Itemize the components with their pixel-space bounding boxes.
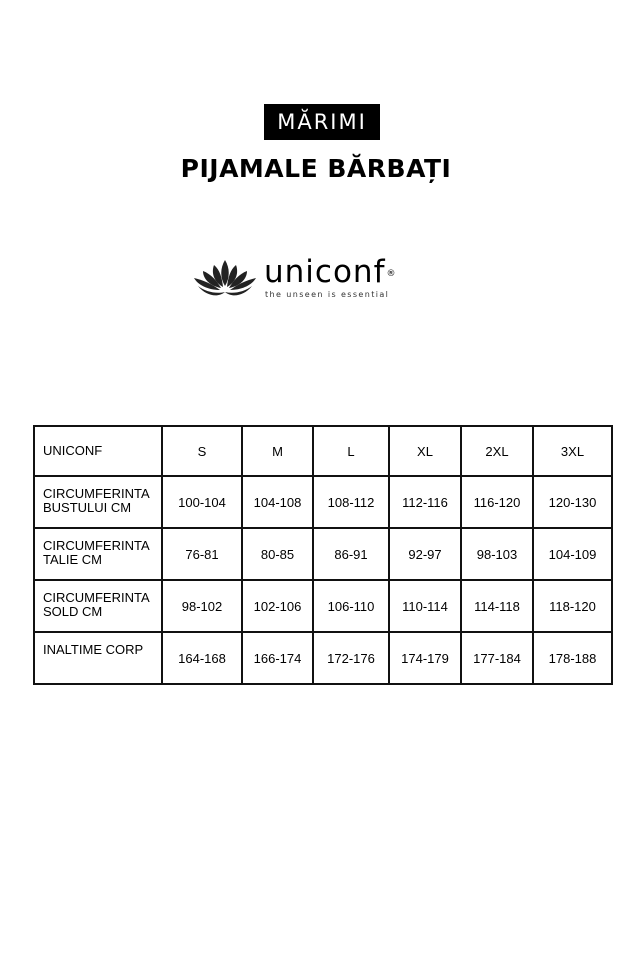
row-label: INALTIME CORP xyxy=(34,632,162,684)
header-cell: 3XL xyxy=(533,426,612,476)
table-cell: 120-130 xyxy=(533,476,612,528)
header-cell: S xyxy=(162,426,242,476)
table-cell: 164-168 xyxy=(162,632,242,684)
table-cell: 102-106 xyxy=(242,580,313,632)
row-label: CIRCUMFERINTA SOLD CM xyxy=(34,580,162,632)
table-cell: 100-104 xyxy=(162,476,242,528)
table-row xyxy=(34,580,612,632)
registered-mark: ® xyxy=(386,269,397,279)
table-cell: 86-91 xyxy=(313,528,389,580)
table-cell: 178-188 xyxy=(533,632,612,684)
table-cell: 92-97 xyxy=(389,528,461,580)
table-cell: 116-120 xyxy=(461,476,533,528)
lotus-icon xyxy=(192,256,258,300)
page-title: PIJAMALE BĂRBAȚI xyxy=(180,154,452,183)
size-table xyxy=(33,425,613,685)
table-cell: 98-102 xyxy=(162,580,242,632)
table-cell: 76-81 xyxy=(162,528,242,580)
table-row xyxy=(34,632,612,684)
table-cell: 118-120 xyxy=(533,580,612,632)
table-cell: 104-108 xyxy=(242,476,313,528)
size-badge xyxy=(264,104,380,140)
header-cell: L xyxy=(313,426,389,476)
logo-wordmark xyxy=(264,256,396,288)
table-header-row xyxy=(34,426,612,476)
logo-tagline: the unseen is essential xyxy=(265,290,390,299)
table-cell: 110-114 xyxy=(389,580,461,632)
header-cell: M xyxy=(242,426,313,476)
header-cell: 2XL xyxy=(461,426,533,476)
brand-logo xyxy=(192,254,432,304)
table-cell: 177-184 xyxy=(461,632,533,684)
badge-text: MĂRIMI xyxy=(277,110,367,134)
table-row xyxy=(34,476,612,528)
table-cell: 172-176 xyxy=(313,632,389,684)
table-cell: 112-116 xyxy=(389,476,461,528)
table-cell: 166-174 xyxy=(242,632,313,684)
header-cell: UNICONF xyxy=(34,426,162,476)
table-cell: 104-109 xyxy=(533,528,612,580)
logo-word-text: uniconf xyxy=(264,254,386,290)
row-label: CIRCUMFERINTA TALIE CM xyxy=(34,528,162,580)
table-cell: 174-179 xyxy=(389,632,461,684)
row-label: CIRCUMFERINTA BUSTULUI CM xyxy=(34,476,162,528)
table-cell: 108-112 xyxy=(313,476,389,528)
table-cell: 80-85 xyxy=(242,528,313,580)
table-cell: 106-110 xyxy=(313,580,389,632)
table-row xyxy=(34,528,612,580)
header-cell: XL xyxy=(389,426,461,476)
table-cell: 98-103 xyxy=(461,528,533,580)
table-cell: 114-118 xyxy=(461,580,533,632)
